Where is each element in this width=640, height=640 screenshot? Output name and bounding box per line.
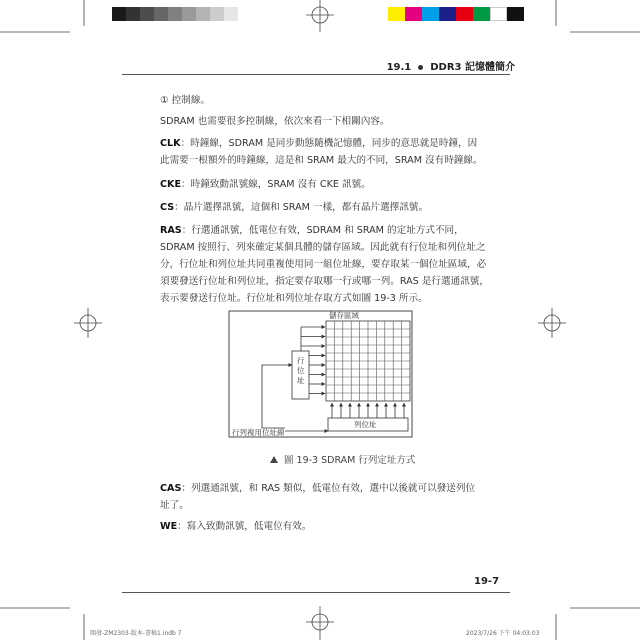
row-address-label: 行位址 (297, 356, 305, 385)
cas-text-line2: 址了。 (160, 500, 189, 511)
cs-label: CS (160, 202, 175, 213)
cas-paragraph (160, 480, 500, 514)
section-number: 19.1 (386, 62, 412, 73)
ras-text-line: 分，行位址和列位址共同重複使用同一組位址線，要存取某一個位址區域，必 (160, 259, 487, 270)
footer-rule (122, 592, 510, 593)
caption-text: 圖 19-3 SDRAM 行列定址方式 (284, 455, 416, 466)
section-item: ① 控制線。 (160, 95, 211, 106)
ras-text-line: SDRAM 按照行、列來確定某個具體的儲存區域。因此就有行位址和列位址之 (160, 242, 486, 253)
ras-text-line: ：行選通訊號，低電位有效，SDRAM 和 SRAM 的定址方式不同， (181, 225, 464, 236)
ras-text-line: 表示要發送行位址。行位址和列位址存取方式如圖 19-3 所示。 (160, 293, 428, 304)
column-address-label: 列位址 (354, 420, 377, 429)
mux-to-row-line (262, 365, 292, 428)
ras-text-line: 須要發送行位址和列位址，指定要存取哪一行或哪一列。RAS 是行選通訊號， (160, 276, 489, 287)
clk-text-line1: ：時鐘線，SDRAM 是同步動態隨機記憶體，同步的意思就是時鐘，因 (180, 138, 478, 149)
clk-text-line2: 此需要一根額外的時鐘線，這是和 SRAM 最大的不同，SRAM 沒有時鐘線。 (160, 155, 483, 166)
cke-text: ：時鐘致動訊號線，SRAM 沒有 CKE 訊號。 (181, 179, 371, 190)
cs-text: ：晶片選擇訊號，這個和 SRAM 一樣，都有晶片選擇訊號。 (174, 202, 429, 213)
cas-text-line1: ：列選通訊號，和 RAS 類似，低電位有效，選中以後就可以發送列位 (181, 483, 476, 494)
section-title: DDR3 記憶體簡介 (430, 62, 515, 73)
triangle-icon (270, 456, 278, 463)
clk-label: CLK (160, 138, 181, 149)
mux-address-label: 行列複用位址線 (232, 428, 285, 437)
ras-label: RAS (160, 225, 182, 236)
page-number: 19-7 (474, 576, 500, 587)
we-paragraph (160, 518, 500, 535)
column-address-arrows (332, 403, 404, 418)
storage-area-label: 儲存區域 (329, 311, 359, 320)
we-text: ：寫入致動訊號，低電位有效。 (177, 521, 312, 532)
storage-grid (326, 321, 410, 401)
cas-label: CAS (160, 483, 182, 494)
footer-right: 2023/7/26 下午 04:03:03 (466, 630, 540, 637)
we-label: WE (160, 521, 178, 532)
cke-label: CKE (160, 179, 182, 190)
intro-paragraph: SDRAM 也需要很多控制線，依次來看一下相關內容。 (160, 116, 390, 127)
footer-left: 開發-ZM2303-版本-書稿1.indb 7 (90, 630, 182, 637)
figure-caption (270, 452, 415, 466)
